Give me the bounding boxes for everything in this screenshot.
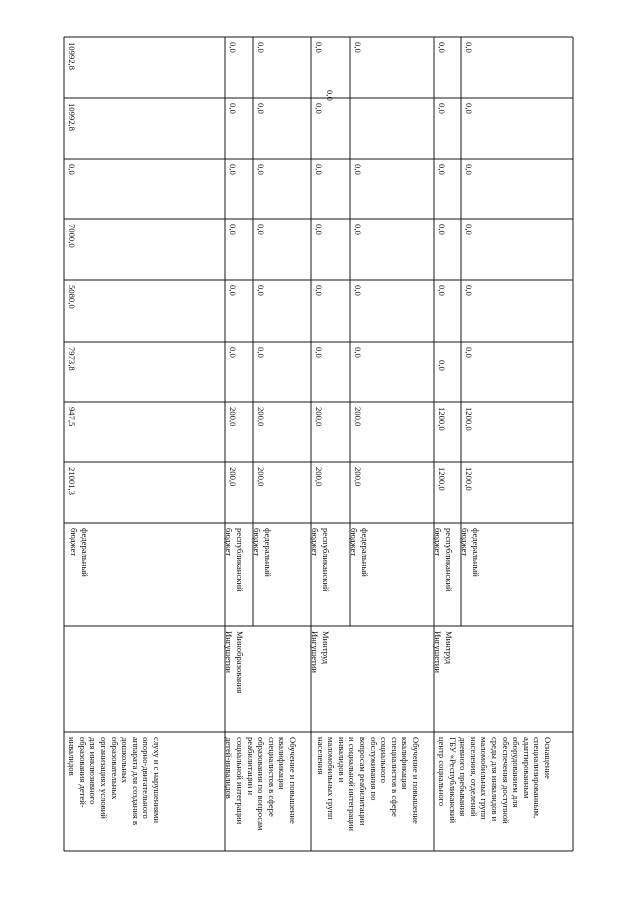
amount-cell: 0,0 [464, 347, 474, 358]
amount-cell: 1200,0 [437, 467, 447, 491]
amount-cell: 0,0 [314, 103, 324, 114]
amount-cell: 0,0 [464, 285, 474, 296]
amount-cell: 0,0 [314, 285, 324, 296]
amount-cell: 0,0 [256, 224, 266, 235]
amount-cell: 0,0 [256, 164, 266, 175]
amount-cell: 0,0 [228, 224, 238, 235]
funding-source: республиканский бюджет [310, 528, 331, 592]
amount-cell: 0,0 [228, 164, 238, 175]
amount-cell: 0,0 [353, 285, 363, 296]
amount-cell: 0,0 [325, 90, 335, 101]
amount-cell: 10992,8 [67, 103, 77, 131]
amount-cell: 0,0 [437, 103, 447, 114]
amount-cell: 7973,8 [67, 347, 77, 371]
amount-cell: 0,0 [353, 224, 363, 235]
amount-cell: 200,0 [314, 467, 324, 487]
amount-cell: 0,0 [256, 103, 266, 114]
amount-cell: 1200,0 [464, 407, 474, 431]
amount-cell: 200,0 [256, 467, 266, 487]
funding-source: федеральный бюджет [69, 528, 90, 577]
amount-cell: 0,0 [464, 164, 474, 175]
measure-name: Обучение и повышение квалификации специалистов в сфере социального обслуживания по вопросам реабилитации и социальной интеграции инвалидов и маломобильных групп населения [315, 737, 421, 831]
executor: Минобразования Ингушетии [224, 631, 245, 694]
measure-name: слуху и с нарушениями опорно-двигательного аппарата для создания в дошкольных образовательных организациях условий для инклюзивного образования детей- инвалидов [67, 737, 162, 826]
amount-cell: 0,0 [67, 164, 77, 175]
funding-source: федеральный бюджет [460, 528, 481, 577]
amount-cell: 200,0 [228, 407, 238, 427]
amount-cell: 0,0 [437, 164, 447, 175]
amount-cell: 0,0 [228, 347, 238, 358]
amount-cell: 0,0 [437, 360, 447, 371]
measure-name: Оснащение специализированным, адаптированным оборудованием для обеспечения доступной среды для инвалидов и маломобильных групп населения, отделений дневного пребывания ГБУ «Республиканский центр социального [437, 737, 553, 824]
executor: Минтруд Ингушетии [433, 631, 454, 674]
amount-cell: 0,0 [256, 347, 266, 358]
amount-cell: 0,0 [437, 42, 447, 53]
measure-name: Обучение и повышение квалификации специалистов в сфере образования по вопросам реабилитации и социальной интеграции детей-инвалидов [224, 737, 298, 831]
funding-source: республиканский бюджет [224, 528, 245, 592]
amount-cell: 200,0 [228, 467, 238, 487]
amount-cell: 0,0 [314, 224, 324, 235]
amount-cell: 0,0 [464, 224, 474, 235]
amount-cell: 10992,8 [67, 42, 77, 70]
amount-cell: 0,0 [464, 103, 474, 114]
funding-source: федеральный бюджет [349, 528, 370, 577]
amount-cell: 0,0 [314, 347, 324, 358]
amount-cell: 0,0 [353, 347, 363, 358]
amount-cell: 1200,0 [437, 407, 447, 431]
amount-cell: 200,0 [353, 407, 363, 427]
amount-cell: 5080,0 [67, 285, 77, 309]
amount-cell: 0,0 [353, 42, 363, 53]
amount-cell: 0,0 [228, 103, 238, 114]
amount-cell: 200,0 [353, 467, 363, 487]
amount-cell: 0,0 [228, 42, 238, 53]
amount-cell: 0,0 [437, 224, 447, 235]
executor: Минтруд Ингушетии [310, 631, 331, 674]
amount-cell: 21001,3 [67, 467, 77, 495]
funding-source: республиканский бюджет [433, 528, 454, 592]
amount-cell: 947,5 [67, 407, 77, 427]
amount-cell: 0,0 [314, 164, 324, 175]
amount-cell: 0,0 [464, 42, 474, 53]
amount-cell: 0,0 [437, 285, 447, 296]
amount-cell: 200,0 [256, 407, 266, 427]
amount-cell: 200,0 [314, 407, 324, 427]
amount-cell: 0,0 [314, 42, 324, 53]
amount-cell: 0,0 [256, 42, 266, 53]
amount-cell: 1200,0 [464, 467, 474, 491]
funding-source: федеральный бюджет [252, 528, 273, 577]
amount-cell: 7000,0 [67, 224, 77, 248]
amount-cell: 0,0 [256, 285, 266, 296]
amount-cell: 0,0 [228, 285, 238, 296]
amount-cell: 0,0 [353, 164, 363, 175]
